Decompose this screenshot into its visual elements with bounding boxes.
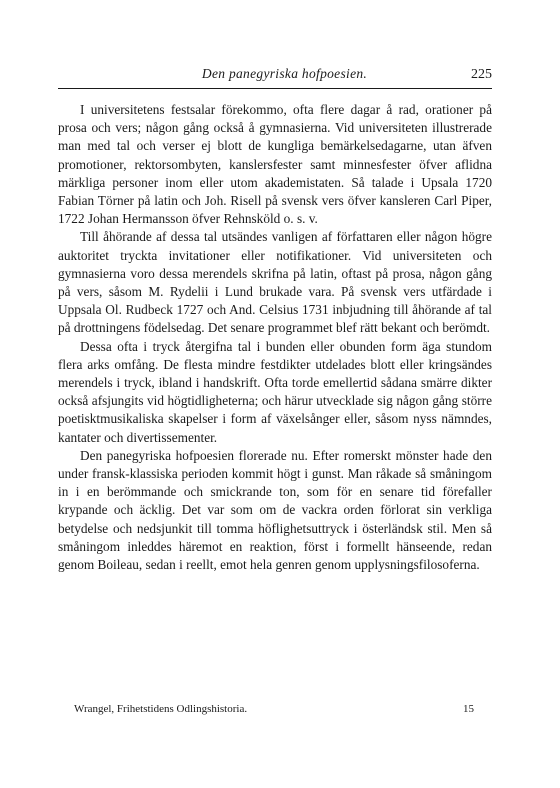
paragraph: Till åhörande af dessa tal utsändes vanligen af författaren eller någon högre auktoritet tryckta invitationer eller notifikationer. Vid universiteten och gymnasierna voro dessa merendels skrifna på latin, oftast på prosa, någon gång på vers, såsom M. Rydelii i Lund brukade vara. På svensk vers utfärdade i Uppsala Ol. Rudbeck 1727 och And. Celsius 1731 inbjudning till åhörande af tal på drottningens födelsedag. Det senare programmet blef rätt bekant och berömdt. — [58, 229, 492, 336]
running-title: Den panegyriska hofpoesien. — [201, 66, 368, 81]
paragraph: Dessa ofta i tryck återgifna tal i bunden eller obunden form äga stundom flera arks omfång. De flesta mindre festdikter utdelades blott eller kringsändes merendels i tryck, ibland i handskrift. Ofta torde emellertid sådana smärre dikter också afsjungits vid högtidligheterna; och härur utvecklade sig någon gång större poetisktmusikaliska skapelser i form af växelsånger eller, såsom nyss nämndes, kantater och divertissementer. — [58, 338, 492, 445]
body-text — [58, 101, 492, 574]
page-number: 225 — [471, 67, 492, 82]
paragraph: Den panegyriska hofpoesien florerade nu. Efter romerskt mönster hade den under fransk-klassiska perioden kommit högt i gunst. Man råkade så småningom in i en berömmande och smickrande ton, som för en senare tid förefaller krypande och äcklig. Det var som om de vackra orden förlorat sin verkliga betydelse och nedsjunkit till tomma höflighetsuttryck i österländsk stil. Men så småningom inleddes häremot en reaktion, först i formellt hänseende, redan genom Boileau, sedan i reellt, emot hela genren genom upplysningsfilosoferna. — [58, 447, 492, 573]
page-footer — [74, 703, 474, 715]
sheet-number: 15 — [463, 703, 474, 715]
footer-signature: Wrangel, Frihetstidens Odlingshistoria. — [74, 703, 248, 715]
paragraph: I universitetens festsalar förekommo, ofta flere dagar å rad, orationer på prosa och vers; någon gång också å gymnasierna. Vid universiteten illustrerade man med tal och verser ej blott de kungliga bemärkelsedagarne, utan äfven promotioner, rektorsombyten, kanslersfester samt minnesfester öfver aflidna märkliga personer inom eller utom akademistaten. Så talade i Upsala 1720 Fabian Törner på latin och Joh. Risell på svensk vers öfver kansleren Carl Piper, 1722 Johan Hermansson öfver Rehnsköld o. s. v. — [58, 102, 492, 227]
book-page — [58, 66, 492, 715]
running-head — [58, 66, 492, 89]
